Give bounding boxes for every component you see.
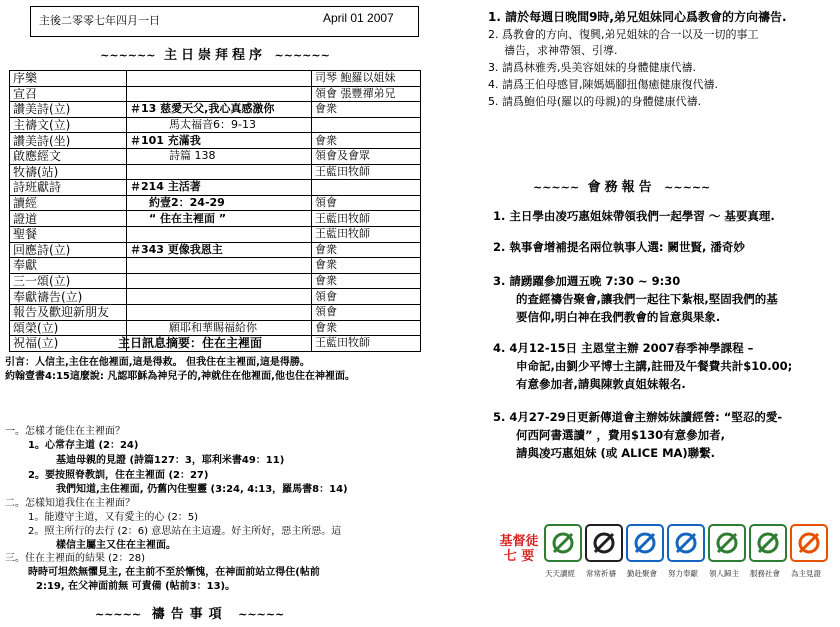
icon-caption: 天天讀經 [545, 569, 575, 578]
announcement-line: 3. 請踴躍參加週五晚 7:30 ~ 9:30 [493, 274, 681, 288]
prayer-item-5: 5. 請爲鮑伯母(羅以的母親)的身體健康代禱. [488, 95, 702, 108]
program-item: 牧禱(站) [10, 164, 127, 180]
program-item: 報告及歡迎新朋友 [10, 304, 127, 320]
announcement-line: 的查經禱告聚會,讓我們一起往下紮根,堅固我們的基 [516, 292, 778, 306]
announcement-line: 要信仰,明白神在我們教會的旨意與果象. [516, 310, 721, 324]
program-row [10, 180, 421, 196]
prayer-item-2-cont: 禱告，求神帶領、引導. [504, 44, 618, 57]
service-title-text: 主日崇拜程序 [163, 48, 266, 63]
header-box [30, 6, 419, 37]
sermon-title: 主日訊息摘要：住在主裡面 [118, 336, 263, 350]
icon-caption: 勤赴聚會 [627, 569, 657, 578]
program-person: 領會 [312, 304, 421, 320]
prayer-title-text: 禱告事項 [151, 607, 228, 622]
prayer-section-title [95, 603, 284, 622]
program-row [10, 195, 421, 211]
program-row [10, 71, 421, 87]
program-row [10, 211, 421, 227]
icon-caption: 為主見證 [791, 569, 821, 578]
outline-line: 基迪母親的見證 (詩篇127：3，耶利米書49：11) [56, 455, 285, 466]
program-content: ＃13 慈愛天父,我心真感激你 [127, 102, 312, 118]
outline-line: 1。能遵守主道，又有愛主的心 (2：5) [28, 512, 199, 523]
program-item: 宣召 [10, 86, 127, 102]
outline-line: 樣信主屬主又住在主裡面。 [56, 540, 176, 551]
program-row [10, 242, 421, 258]
offering-icon [667, 524, 705, 562]
program-row [10, 258, 421, 274]
program-row [10, 226, 421, 242]
announce-ornament-left: ~~~~~ [533, 181, 580, 194]
announcement-line: 1. 主日學由凌巧惠姐妹帶領我們一起學習 ～ 基要真理. [493, 209, 775, 223]
program-content: 約壹2：24-29 [127, 195, 312, 211]
program-row [10, 148, 421, 164]
prayer-item-4: 4. 請爲王伯母感冒,陳媽媽腳扭傷癒健康復代禱. [488, 78, 718, 91]
worship-program-table [9, 70, 421, 352]
program-content: ＃343 更像我恩主 [127, 242, 312, 258]
announcement-line: 何西阿書選讀” ，費用$130有意參加者, [516, 428, 725, 442]
program-content [127, 258, 312, 274]
icon-caption: 常常祈禱 [586, 569, 616, 578]
prayer-icon [585, 524, 623, 562]
sermon-intro-2: 約翰壹書4:15這麼說: 凡認耶穌為神兒子的,神就住在他裡面,他也住在神裡面。 [5, 371, 355, 382]
announcement-line: 請與凌巧惠姐妹 (或 ALICE MA)聯繫. [516, 446, 716, 460]
date-chinese: 主後二零零七年四月一日 [39, 14, 160, 27]
program-row [10, 289, 421, 305]
icon-caption: 領人歸主 [709, 569, 739, 578]
program-person: 會衆 [312, 133, 421, 149]
program-person: 王藍田牧師 [312, 336, 421, 352]
announcement-line: 申命記,由劉少平博士主講,註冊及午餐費共計$10.00; [516, 359, 793, 373]
program-person: 會衆 [312, 320, 421, 336]
program-item: 奉獻禱告(立) [10, 289, 127, 305]
title-ornament-right: ~~~~~~ [274, 49, 330, 62]
outline-line: 一。怎樣才能住在主裡面？ [5, 426, 125, 437]
program-content [127, 273, 312, 289]
announcement-line: 5. 4月27-29日更新傳道會主辦姊妹讀經營: “堅忍的愛- [493, 410, 783, 424]
program-content: ＃214 主活著 [127, 180, 312, 196]
program-content: 願耶和華賜福給你 [127, 320, 312, 336]
program-item: 啟應經文 [10, 148, 127, 164]
service-title [80, 44, 350, 63]
outline-line: 2。照主所行的去行 (2：6) 意思站在主這邊。好主所好，惡主所惡。這 [28, 526, 342, 537]
program-item: 祝福(立) [10, 336, 127, 352]
program-row [10, 164, 421, 180]
program-person: 領會及會眾 [312, 148, 421, 164]
outline-line: 2:19, 在父神面前無 可責備 (帖前3：13)。 [36, 581, 236, 592]
outline-line: 二。怎樣知道我住在主裡面？ [5, 498, 135, 509]
program-item: 三一頌(立) [10, 273, 127, 289]
program-content [127, 164, 312, 180]
program-row [10, 273, 421, 289]
bible-reading-icon [544, 524, 582, 562]
program-person: 王藍田牧師 [312, 211, 421, 227]
prayer-ornament-left: ~~~~~ [95, 608, 142, 621]
program-content [127, 86, 312, 102]
prayer-item-2: 2. 爲教會的方向、復興,弟兄姐妹的合一以及一切的事工 [488, 28, 759, 41]
program-person: 王藍田牧師 [312, 226, 421, 242]
icon-caption: 服務社會 [750, 569, 780, 578]
program-item: 主禱文(立) [10, 117, 127, 133]
date-english: April 01 2007 [323, 11, 394, 25]
program-content: “ 住在主裡面 ” [127, 211, 312, 227]
program-content: 馬太福音6：9-13 [127, 117, 312, 133]
program-row [10, 117, 421, 133]
prayer-item-1: 1. 請於每週日晚間9時,弟兄姐妹同心爲教會的方向禱告. [488, 10, 787, 24]
program-content [127, 304, 312, 320]
program-person: 會衆 [312, 102, 421, 118]
program-item: 詩班獻詩 [10, 180, 127, 196]
announcement-line: 有意參加者,請與陳敦貞姐妹報名. [516, 377, 686, 391]
program-person: 王藍田牧師 [312, 164, 421, 180]
evangelism-icon [708, 524, 746, 562]
outline-line: 三。住在主裡面的結果 (2：28) [5, 553, 146, 564]
sermon-intro-1: 引言：人信主,主住在他裡面,這是得救。 但我住在主裡面,這是得勝。 [5, 357, 310, 368]
program-person: 會衆 [312, 273, 421, 289]
program-item: 讀經 [10, 195, 127, 211]
program-item: 讚美詩(坐) [10, 133, 127, 149]
program-content: 詩篇 138 [127, 148, 312, 164]
program-row [10, 304, 421, 320]
program-row [10, 133, 421, 149]
program-row [10, 86, 421, 102]
program-content: ＃101 充滿我 [127, 133, 312, 149]
program-row [10, 102, 421, 118]
icon-caption: 努力奉獻 [668, 569, 698, 578]
program-item: 序樂 [10, 71, 127, 87]
title-ornament-left: ~~~~~~ [100, 49, 156, 62]
program-content [127, 71, 312, 87]
program-content [127, 226, 312, 242]
gathering-icon [626, 524, 664, 562]
program-item: 讚美詩(立) [10, 102, 127, 118]
prayer-item-3: 3. 請爲林雅秀,吳美容姐妹的身體健康代禱. [488, 61, 696, 74]
service-icon [749, 524, 787, 562]
program-item: 奉獻 [10, 258, 127, 274]
program-person: 會衆 [312, 258, 421, 274]
disciple-label-line2: 七 要 [503, 549, 535, 564]
program-person: 會衆 [312, 242, 421, 258]
announcement-title [533, 176, 710, 195]
program-item: 頌榮(立) [10, 320, 127, 336]
prayer-ornament-right: ~~~~~ [238, 608, 285, 621]
program-item: 回應詩(立) [10, 242, 127, 258]
program-item: 聖餐 [10, 226, 127, 242]
disciple-label [496, 534, 542, 564]
program-person: 司琴 鮑羅以姐妹 [312, 71, 421, 87]
disciple-label-line1: 基督徒 [499, 534, 539, 549]
announcement-line: 4. 4月12-15日 主恩堂主辦 2007春季神學課程 – [493, 341, 754, 355]
program-content [127, 289, 312, 305]
announcement-title-text: 會務報告 [587, 180, 656, 195]
program-person [312, 117, 421, 133]
program-person: 領會 [312, 289, 421, 305]
announcement-line: 2. 執事會增補提名兩位執事人選: 闕世賢, 潘奇妙 [493, 240, 745, 254]
program-person: 領會 張豐禪弟兄 [312, 86, 421, 102]
program-person [312, 180, 421, 196]
outline-line: 時時可坦然無懼見主, 在主前不至於慚愧，在神面前站立得住(帖前 [28, 567, 320, 578]
witness-icon [790, 524, 828, 562]
program-person: 領會 [312, 195, 421, 211]
program-item: 證道 [10, 211, 127, 227]
outline-line: 1。心常存主道 (2：24) [28, 440, 139, 451]
outline-line: 2。要按照脊教訓，住在主裡面 (2：27) [28, 470, 209, 481]
announce-ornament-right: ~~~~~ [664, 181, 711, 194]
outline-line: 我們知道,主住裡面, 仍舊內住聖靈 (3:24, 4:13，羅馬書8：14) [56, 484, 348, 495]
